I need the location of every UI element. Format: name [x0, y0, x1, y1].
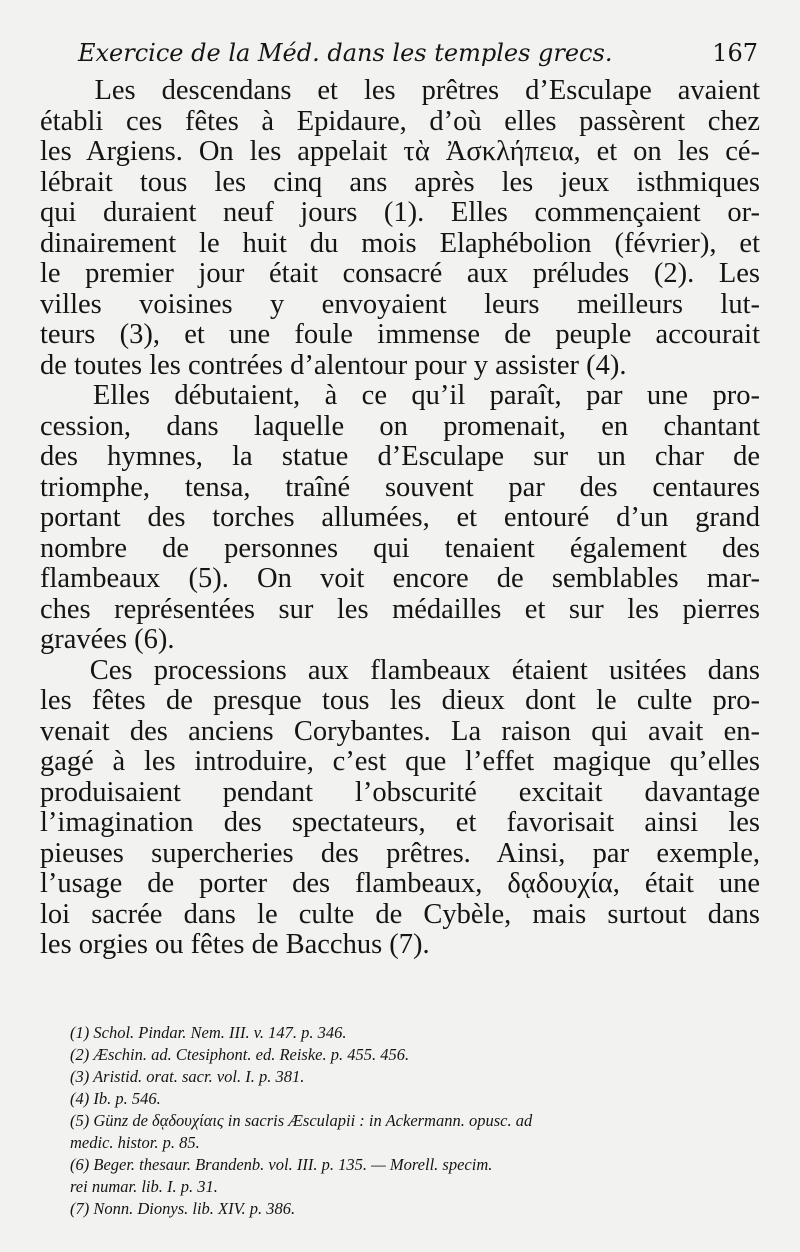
- text-line: flambeaux (5). On voit encore de semblables mar-: [40, 563, 760, 594]
- text-line: dinairement le huit du mois Elaphébolion (février), et: [40, 227, 760, 259]
- page-header: [78, 38, 758, 68]
- text-line: Elles débutaient, à ce qu’il paraît, par une pro-: [40, 380, 760, 411]
- footnote-line: (7) Nonn. Dionys. lib. XIV. p. 386.: [70, 1199, 296, 1218]
- text-line: lébrait tous les cinq ans après les jeux isthmiques: [40, 166, 760, 198]
- body-text: [40, 76, 760, 961]
- text-line: les orgies ou fêtes de Bacchus (7).: [40, 929, 430, 960]
- text-line: triomphe, tensa, traîné souvent par des centaures: [40, 471, 760, 503]
- text-line: établi ces fêtes à Epidaure, d’où elles passèrent chez: [40, 105, 760, 137]
- text-line: cession, dans laquelle on promenait, en chantant: [40, 410, 760, 442]
- text-line: pieuses supercheries des prêtres. Ainsi, par exemple,: [40, 837, 760, 869]
- text-line: loi sacrée dans le culte de Cybèle, mais surtout dans: [40, 898, 760, 930]
- text-line: les Argiens. On les appelait τὰ Ἀσκλήπεια, et on les cé-: [40, 136, 760, 167]
- footnotes: [70, 1022, 760, 1220]
- footnote-line: (3) Aristid. orat. sacr. vol. I. p. 381.: [70, 1067, 305, 1086]
- footnote-line: medic. histor. p. 85.: [70, 1133, 200, 1152]
- text-line: de toutes les contrées d’alentour pour y assister (4).: [40, 349, 627, 381]
- text-line: le premier jour était consacré aux préludes (2). Les: [40, 258, 760, 289]
- text-line: l’imagination des spectateurs, et favorisait ainsi les: [40, 807, 760, 838]
- text-line: ches représentées sur les médailles et sur les pierres: [40, 593, 760, 625]
- footnote-line: (2) Æschin. ad. Ctesiphont. ed. Reiske. p. 455. 456.: [70, 1045, 410, 1064]
- text-line: nombre de personnes qui tenaient également des: [40, 532, 760, 564]
- text-line: Ces processions aux flambeaux étaient usitées dans: [40, 654, 760, 686]
- text-line: des hymnes, la statue d’Esculape sur un char de: [40, 441, 760, 472]
- footnote-line: (1) Schol. Pindar. Nem. III. v. 147. p. 346.: [70, 1023, 347, 1042]
- text-line: produisaient pendant l’obscurité excitait davantage: [40, 776, 760, 808]
- footnote-line: rei numar. lib. I. p. 31.: [70, 1177, 218, 1196]
- footnote-line: (5) Günz de δᾳδουχίαις in sacris Æsculapii : in Ackermann. opusc. ad: [70, 1111, 533, 1130]
- text-line: Les descendans et les prêtres d’Esculape avaient: [40, 75, 760, 106]
- text-line: les fêtes de presque tous les dieux dont le culte pro-: [40, 685, 760, 716]
- text-line: gravées (6).: [40, 624, 175, 655]
- text-line: l’usage de porter des flambeaux, δᾳδουχία, était une: [40, 868, 760, 899]
- page-number: 167: [712, 39, 758, 67]
- footnote-line: (4) Ib. p. 546.: [70, 1089, 161, 1108]
- footnote-line: (6) Beger. thesaur. Brandenb. vol. III. p. 135. — Morell. specim.: [70, 1155, 493, 1174]
- text-line: qui duraient neuf jours (1). Elles commençaient or-: [40, 197, 760, 228]
- text-line: portant des torches allumées, et entouré d’un grand: [40, 502, 760, 533]
- text-line: villes voisines y envoyaient leurs meilleurs lut-: [40, 288, 760, 320]
- text-line: teurs (3), et une foule immense de peuple accourait: [40, 319, 760, 350]
- text-line: gagé à les introduire, c’est que l’effet magique qu’elles: [40, 746, 760, 777]
- text-line: venait des anciens Corybantes. La raison qui avait en-: [40, 715, 760, 747]
- running-title: Exercice de la Méd. dans les temples grecs.: [78, 39, 613, 67]
